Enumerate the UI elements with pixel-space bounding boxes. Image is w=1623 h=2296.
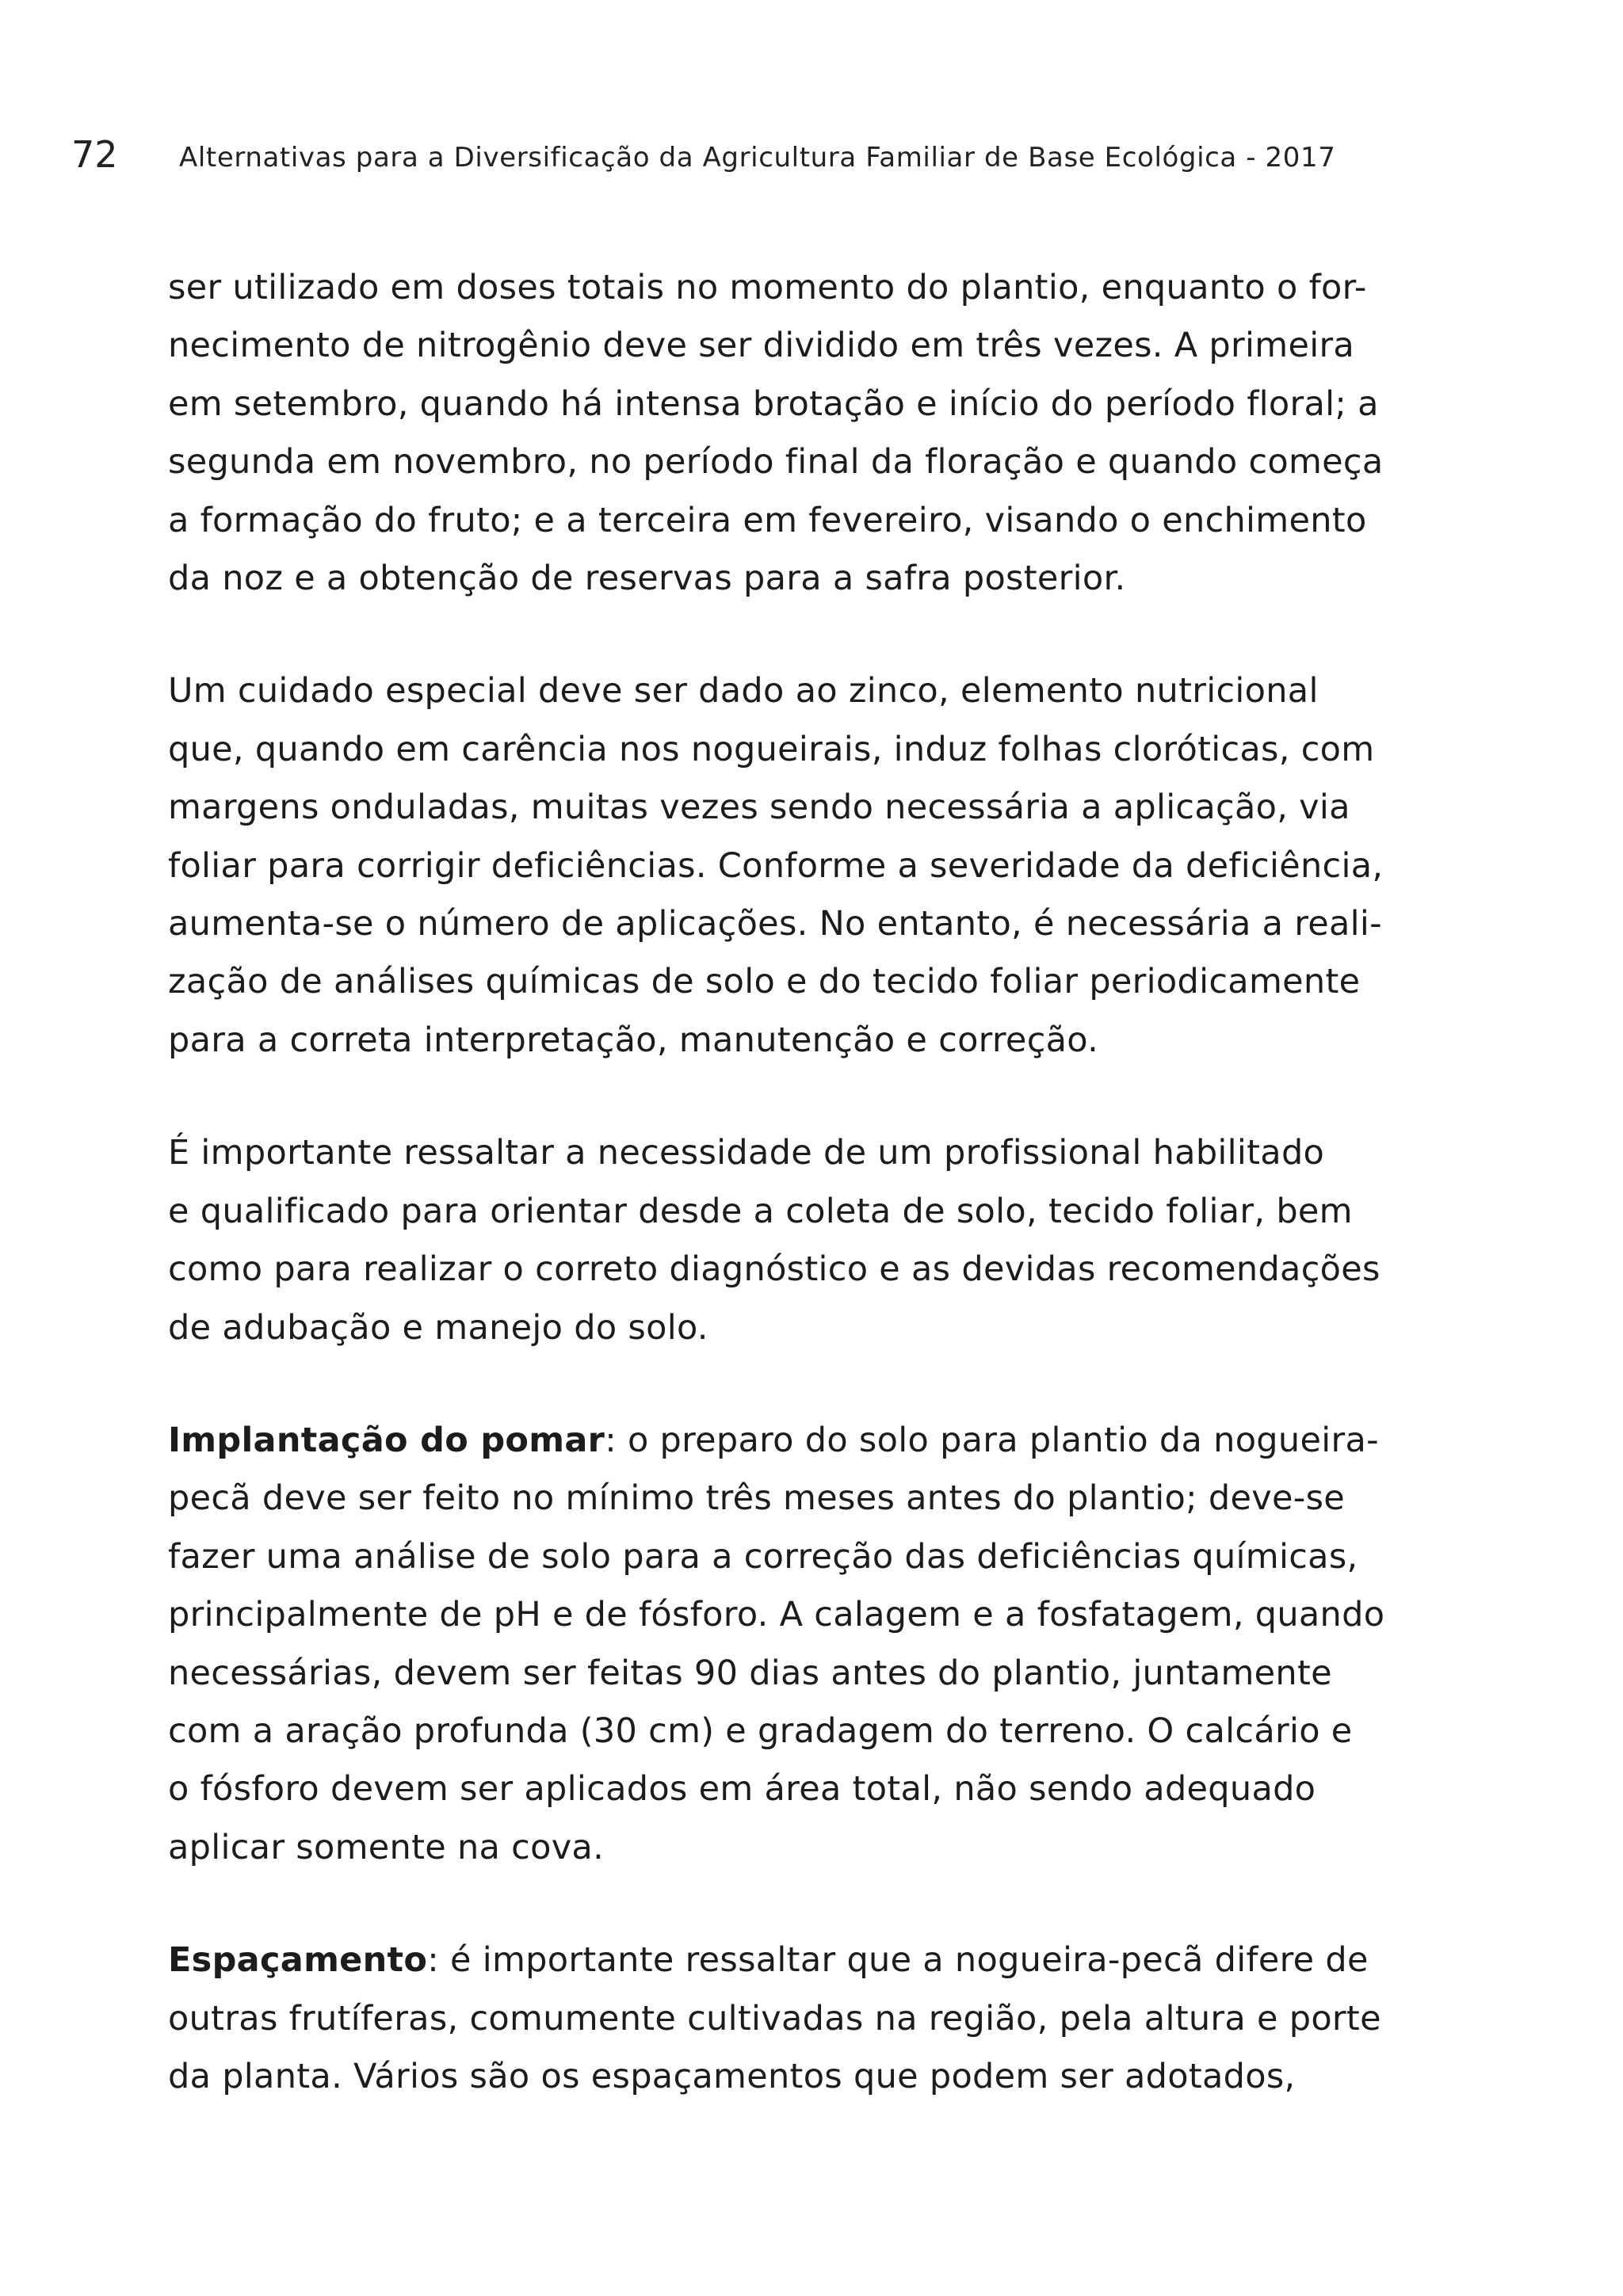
text-line: que, quando em carência nos nogueirais, induz folhas cloróticas, com bbox=[168, 729, 1375, 769]
text-line: margens onduladas, muitas vezes sendo necessária a aplicação, via bbox=[168, 788, 1350, 828]
text-line: para a correta interpretação, manutenção e correção. bbox=[168, 1020, 1099, 1060]
paragraph-orchard-implantation bbox=[168, 1412, 1531, 1877]
text-line: o fósforo devem ser aplicados em área total, não sendo adequado bbox=[168, 1769, 1316, 1810]
text-line: como para realizar o correto diagnóstico e as devidas recomendações bbox=[168, 1249, 1381, 1290]
lead-continuation: : é importante ressaltar que a nogueira-pecã difere de bbox=[427, 1940, 1369, 1981]
text-line: e qualificado para orientar desde a coleta de solo, tecido foliar, bem bbox=[168, 1191, 1353, 1231]
running-title: Alternativas para a Diversificação da Agricultura Familiar de Base Ecológica - 2017 bbox=[179, 142, 1336, 174]
text-line: necimento de nitrogênio deve ser dividido em três vezes. A primeira bbox=[168, 326, 1355, 366]
text-line: pecã deve ser feito no mínimo três meses antes do plantio; deve-se bbox=[168, 1478, 1346, 1519]
text-line: de adubação e manejo do solo. bbox=[168, 1307, 708, 1348]
text-line: da planta. Vários são os espaçamentos que podem ser adotados, bbox=[168, 2056, 1296, 2096]
text-line: com a aração profunda (30 cm) e gradagem do terreno. O calcário e bbox=[168, 1711, 1353, 1751]
page-number: 72 bbox=[71, 133, 118, 176]
text-line: zação de análises químicas de solo e do tecido foliar periodicamente bbox=[168, 962, 1361, 1002]
text-line: É importante ressaltar a necessidade de um profissional habilitado bbox=[168, 1133, 1325, 1173]
text-line: ser utilizado em doses totais no momento do plantio, enquanto o for- bbox=[168, 268, 1367, 307]
lead-continuation: : o preparo do solo para plantio da nogueira- bbox=[605, 1420, 1379, 1460]
text-line: segunda em novembro, no período final da floração e quando começa bbox=[168, 442, 1384, 482]
lead-term: Implantação do pomar bbox=[168, 1420, 605, 1460]
lead-term: Espaçamento bbox=[168, 1940, 428, 1981]
body-text bbox=[168, 259, 1531, 2161]
text-line: em setembro, quando há intensa brotação e início do período floral; a bbox=[168, 383, 1379, 424]
text-line: Um cuidado especial deve ser dado ao zinco, elemento nutricional bbox=[168, 671, 1319, 711]
text-line: a formação do fruto; e a terceira em fevereiro, visando o enchimento bbox=[168, 500, 1367, 540]
paragraph-zinc bbox=[168, 662, 1531, 1070]
paragraph-professional bbox=[168, 1124, 1531, 1357]
text-line bbox=[168, 1932, 1531, 1989]
text-line: necessárias, devem ser feitas 90 dias antes do plantio, juntamente bbox=[168, 1653, 1332, 1693]
text-line: aumenta-se o número de aplicações. No entanto, é necessária a reali- bbox=[168, 904, 1382, 944]
text-line: fazer uma análise de solo para a correção das deficiências químicas, bbox=[168, 1536, 1358, 1577]
text-line: da noz e a obtenção de reservas para a safra posterior. bbox=[168, 559, 1126, 599]
text-line bbox=[168, 1412, 1531, 1470]
text-line: aplicar somente na cova. bbox=[168, 1827, 605, 1867]
text-line: principalmente de pH e de fósforo. A calagem e a fosfatagem, quando bbox=[168, 1595, 1385, 1635]
paragraph-phosphorus-nitrogen bbox=[168, 259, 1531, 608]
text-line: foliar para corrigir deficiências. Conforme a severidade da deficiência, bbox=[168, 845, 1384, 886]
page-header bbox=[71, 127, 1577, 182]
paragraph-spacing bbox=[168, 1932, 1531, 2106]
text-line: outras frutíferas, comumente cultivadas na região, pela altura e porte bbox=[168, 1998, 1381, 2039]
